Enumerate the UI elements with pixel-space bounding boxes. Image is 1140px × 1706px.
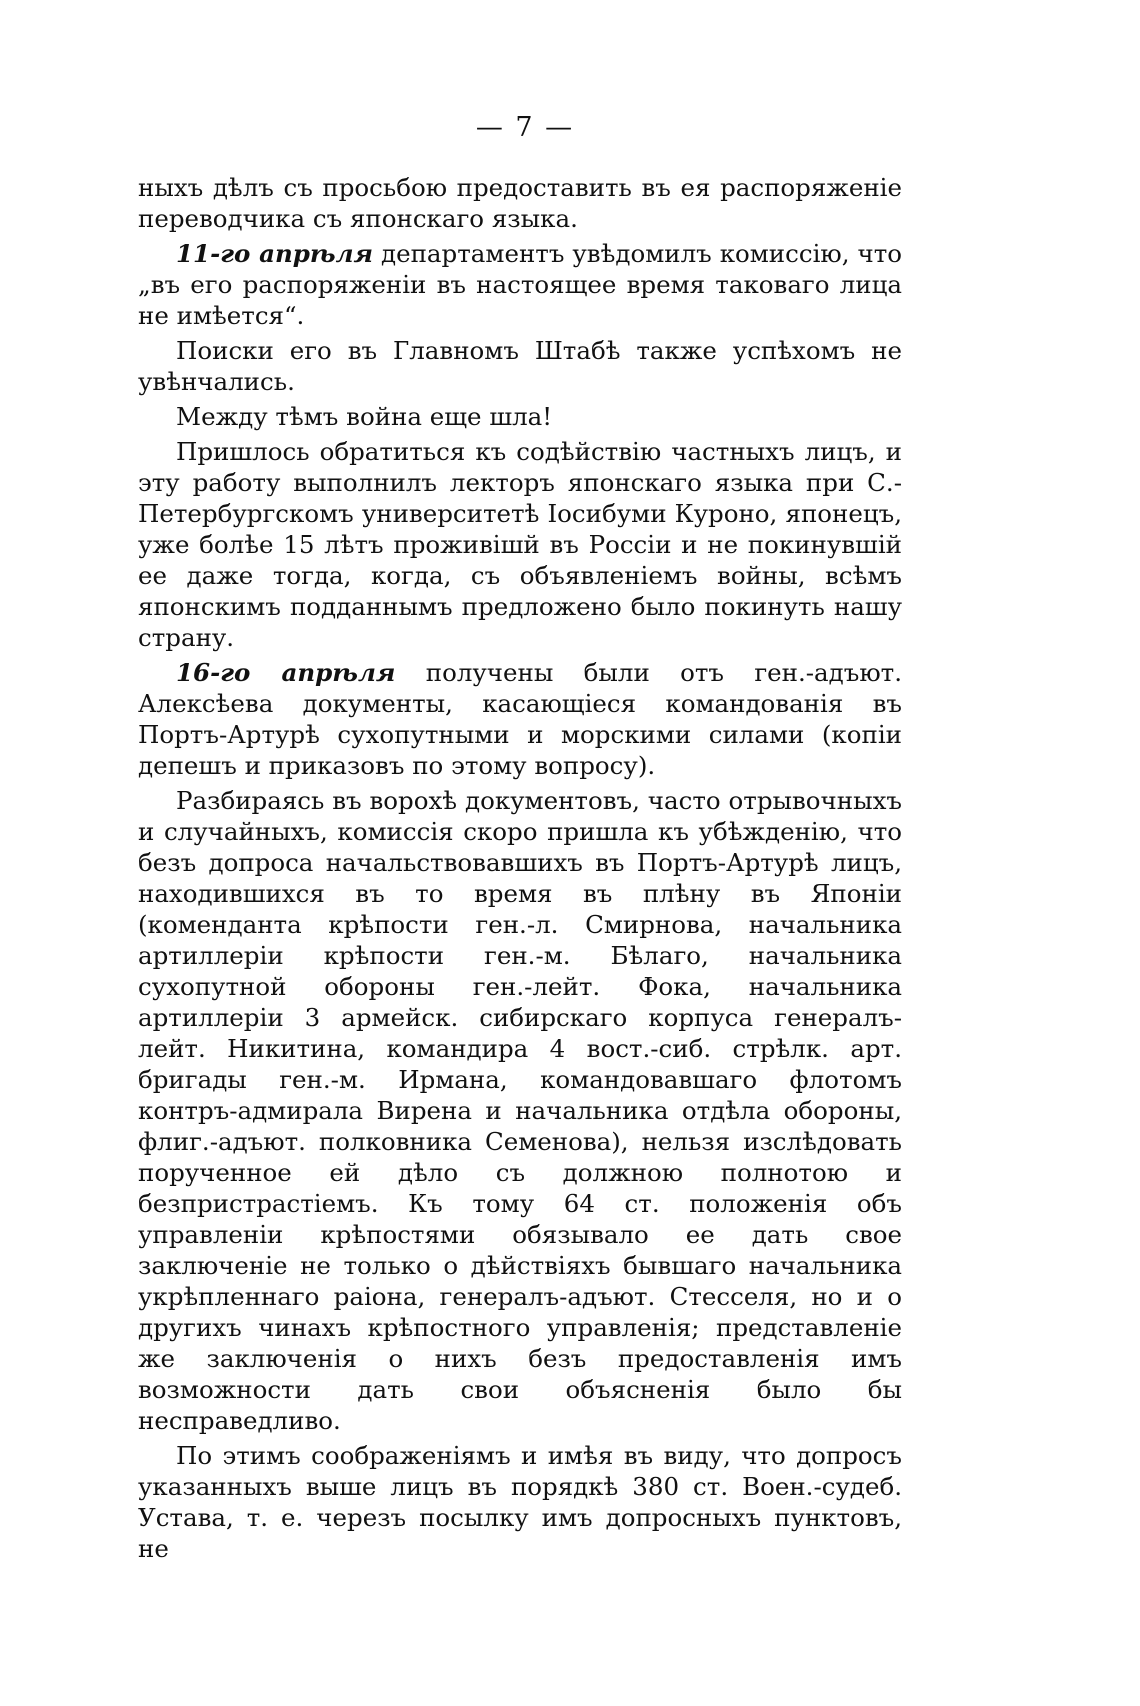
- paragraph-text: Поиски его въ Главномъ Штабѣ также успѣхомъ не увѣнчались.: [138, 336, 902, 396]
- paragraph-text: получены были отъ ген.-адъют. Алексѣева документы, касающіеся командованія въ Портъ-Артурѣ сухопутными и морскими силами (копіи депешъ и приказовъ по этому вопросу).: [138, 658, 902, 780]
- paragraph-text: Между тѣмъ война еще шла!: [176, 402, 553, 431]
- paragraph-dated: [138, 657, 902, 781]
- paragraph-text: Разбираясь въ ворохѣ документовъ, часто отрывочныхъ и случайныхъ, комиссія скоро пришла къ убѣжденію, что безъ допроса начальствовавшихъ въ Портъ-Артурѣ лицъ, находившихся въ то время въ плѣну въ Японіи (коменданта крѣпости ген.-л. Смирнова, начальника артиллеріи крѣпости ген.-м. Бѣлаго, начальника сухопутной обороны ген.-лейт. Фока, начальника артиллеріи 3 армейск. сибирскаго корпуса генералъ-лейт. Никитина, командира 4 вост.-сиб. стрѣлк. арт. бригады ген.-м. Ирмана, командовавшаго флотомъ контръ-адмирала Вирена и начальника отдѣла обороны, флиг.-адъют. полковника Семенова), нельзя изслѣдовать порученное ей дѣло съ должною полнотою и безпристрастіемъ. Къ тому 64 ст. положенія объ управленіи крѣпостями обязывало ее дать свое заключеніе не только о дѣйствіяхъ бывшаго начальника укрѣпленнаго раіона, генералъ-адъют. Стесселя, но и о другихъ чинахъ крѣпостного управленія; представленіе же заключенія о нихъ безъ предоставленія имъ возможности дать свои объясненія было бы несправедливо.: [138, 786, 902, 1435]
- paragraph-text: ныхъ дѣлъ съ просьбою предоставить въ ея распоряженіе переводчика съ японскаго языка.: [138, 173, 902, 233]
- paragraph: [138, 785, 902, 1436]
- paragraph: [138, 401, 902, 432]
- paragraph: [138, 1440, 902, 1564]
- paragraph-text: Пришлось обратиться къ содѣйствію частныхъ лицъ, и эту работу выполнилъ лекторъ японскаго языка при С.-Петербургскомъ университетѣ Іосибуми Куроно, японецъ, уже болѣе 15 лѣтъ проживішй въ Россіи и не покинувшій ее даже тогда, когда, съ объявленіемъ войны, всѣмъ японскимъ подданнымъ предложено было покинуть нашу страну.: [138, 437, 902, 652]
- paragraph-continuation: [138, 172, 902, 234]
- paragraph-text: департаментъ увѣдомилъ комиссію, что „въ его распоряженіи въ настоящее время таковаго лица не имѣется“.: [138, 239, 902, 330]
- paragraph-text: По этимъ соображеніямъ и имѣя въ виду, что допросъ указанныхъ выше лицъ въ порядкѣ 380 ст. Воен.-судеб. Устава, т. е. черезъ посылку имъ допросныхъ пунктовъ, не: [138, 1441, 902, 1563]
- body-text: [138, 172, 902, 1564]
- page-number: — 7 —: [475, 112, 575, 143]
- paragraph-dated: [138, 238, 902, 331]
- paragraph-date: 11-го апрѣля: [176, 239, 374, 268]
- paragraph: [138, 335, 902, 397]
- paragraph: [138, 436, 902, 653]
- paragraph-date: 16-го апрѣля: [176, 658, 396, 687]
